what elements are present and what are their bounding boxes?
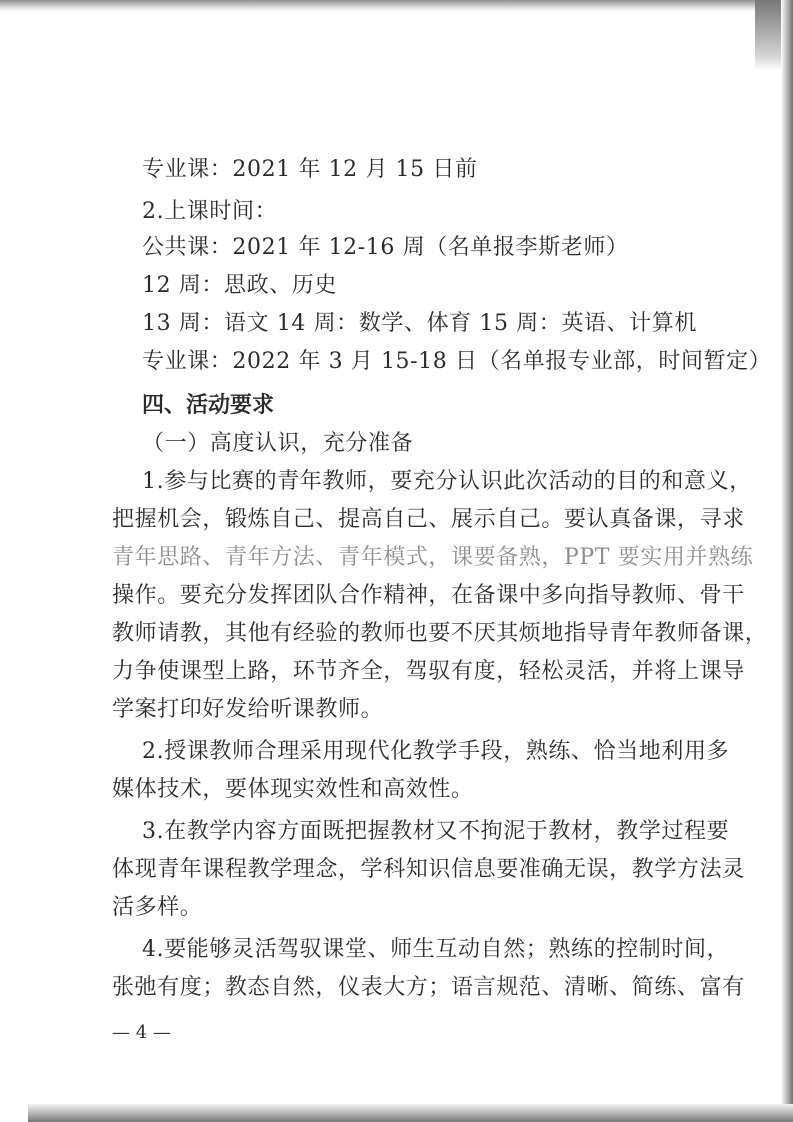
week-13-15-subjects: 13 周：语文 14 周：数学、体育 15 周：英语、计算机 (142, 311, 697, 336)
paragraph-4-line-2: 张弛有度；教态自然，仪表大方；语言规范、清晰、简练、富有 (112, 975, 745, 1000)
public-course-time: 公共课：2021 年 12-16 周（名单报李斯老师） (142, 235, 629, 260)
page-number: — 4 — (112, 1022, 171, 1043)
paragraph-3-line-2: 体现青年课程教学理念，学科知识信息要准确无误，教学方法灵 (112, 857, 745, 882)
scan-top-edge (0, 0, 793, 12)
paragraph-1-line-5: 教师请教，其他有经验的教师也要不厌其烦地指导青年教师备课， (112, 621, 768, 646)
paragraph-1-line-6: 力争使课型上路，环节齐全，驾驭有度，轻松灵活，并将上课导 (112, 659, 745, 684)
scan-bottom-edge (28, 1104, 793, 1122)
scan-right-edge (781, 0, 793, 1122)
week-12-subjects: 12 周：思政、历史 (142, 273, 337, 298)
paragraph-2-line-2: 媒体技术，要体现实效性和高效性。 (112, 777, 474, 802)
section-heading-requirements: 四、活动要求 (142, 393, 275, 418)
professional-course-deadline: 专业课：2021 年 12 月 15 日前 (142, 157, 478, 182)
paragraph-4-line-1: 4.要能够灵活驾驭课堂、师生互动自然；熟练的控制时间， (142, 937, 730, 962)
paragraph-1-line-2: 把握机会，锻炼自己、提高自己、展示自己。要认真备课，寻求 (112, 507, 745, 532)
class-time-heading: 2.上课时间： (142, 199, 278, 224)
professional-course-time: 专业课：2022 年 3 月 15-18 日（名单报专业部，时间暂定） (142, 349, 772, 374)
paragraph-1-line-3: 青年思路、青年方法、青年模式，课要备熟，PPT 要实用并熟练 (112, 545, 754, 570)
paragraph-1-line-7: 学案打印好发给听课教师。 (112, 697, 384, 722)
paragraph-3-line-1: 3.在教学内容方面既把握教材又不拘泥于教材，教学过程要 (142, 819, 730, 844)
subheading-preparation: （一）高度认识，充分准备 (142, 431, 414, 456)
paragraph-2-line-1: 2.授课教师合理采用现代化教学手段，熟练、恰当地利用多 (142, 739, 730, 764)
paragraph-1-line-4: 操作。要充分发挥团队合作精神，在备课中多向指导教师、骨干 (112, 583, 745, 608)
paragraph-1-line-1: 1.参与比赛的青年教师，要充分认识此次活动的目的和意义， (142, 469, 752, 494)
paragraph-3-line-3: 活多样。 (112, 895, 203, 920)
